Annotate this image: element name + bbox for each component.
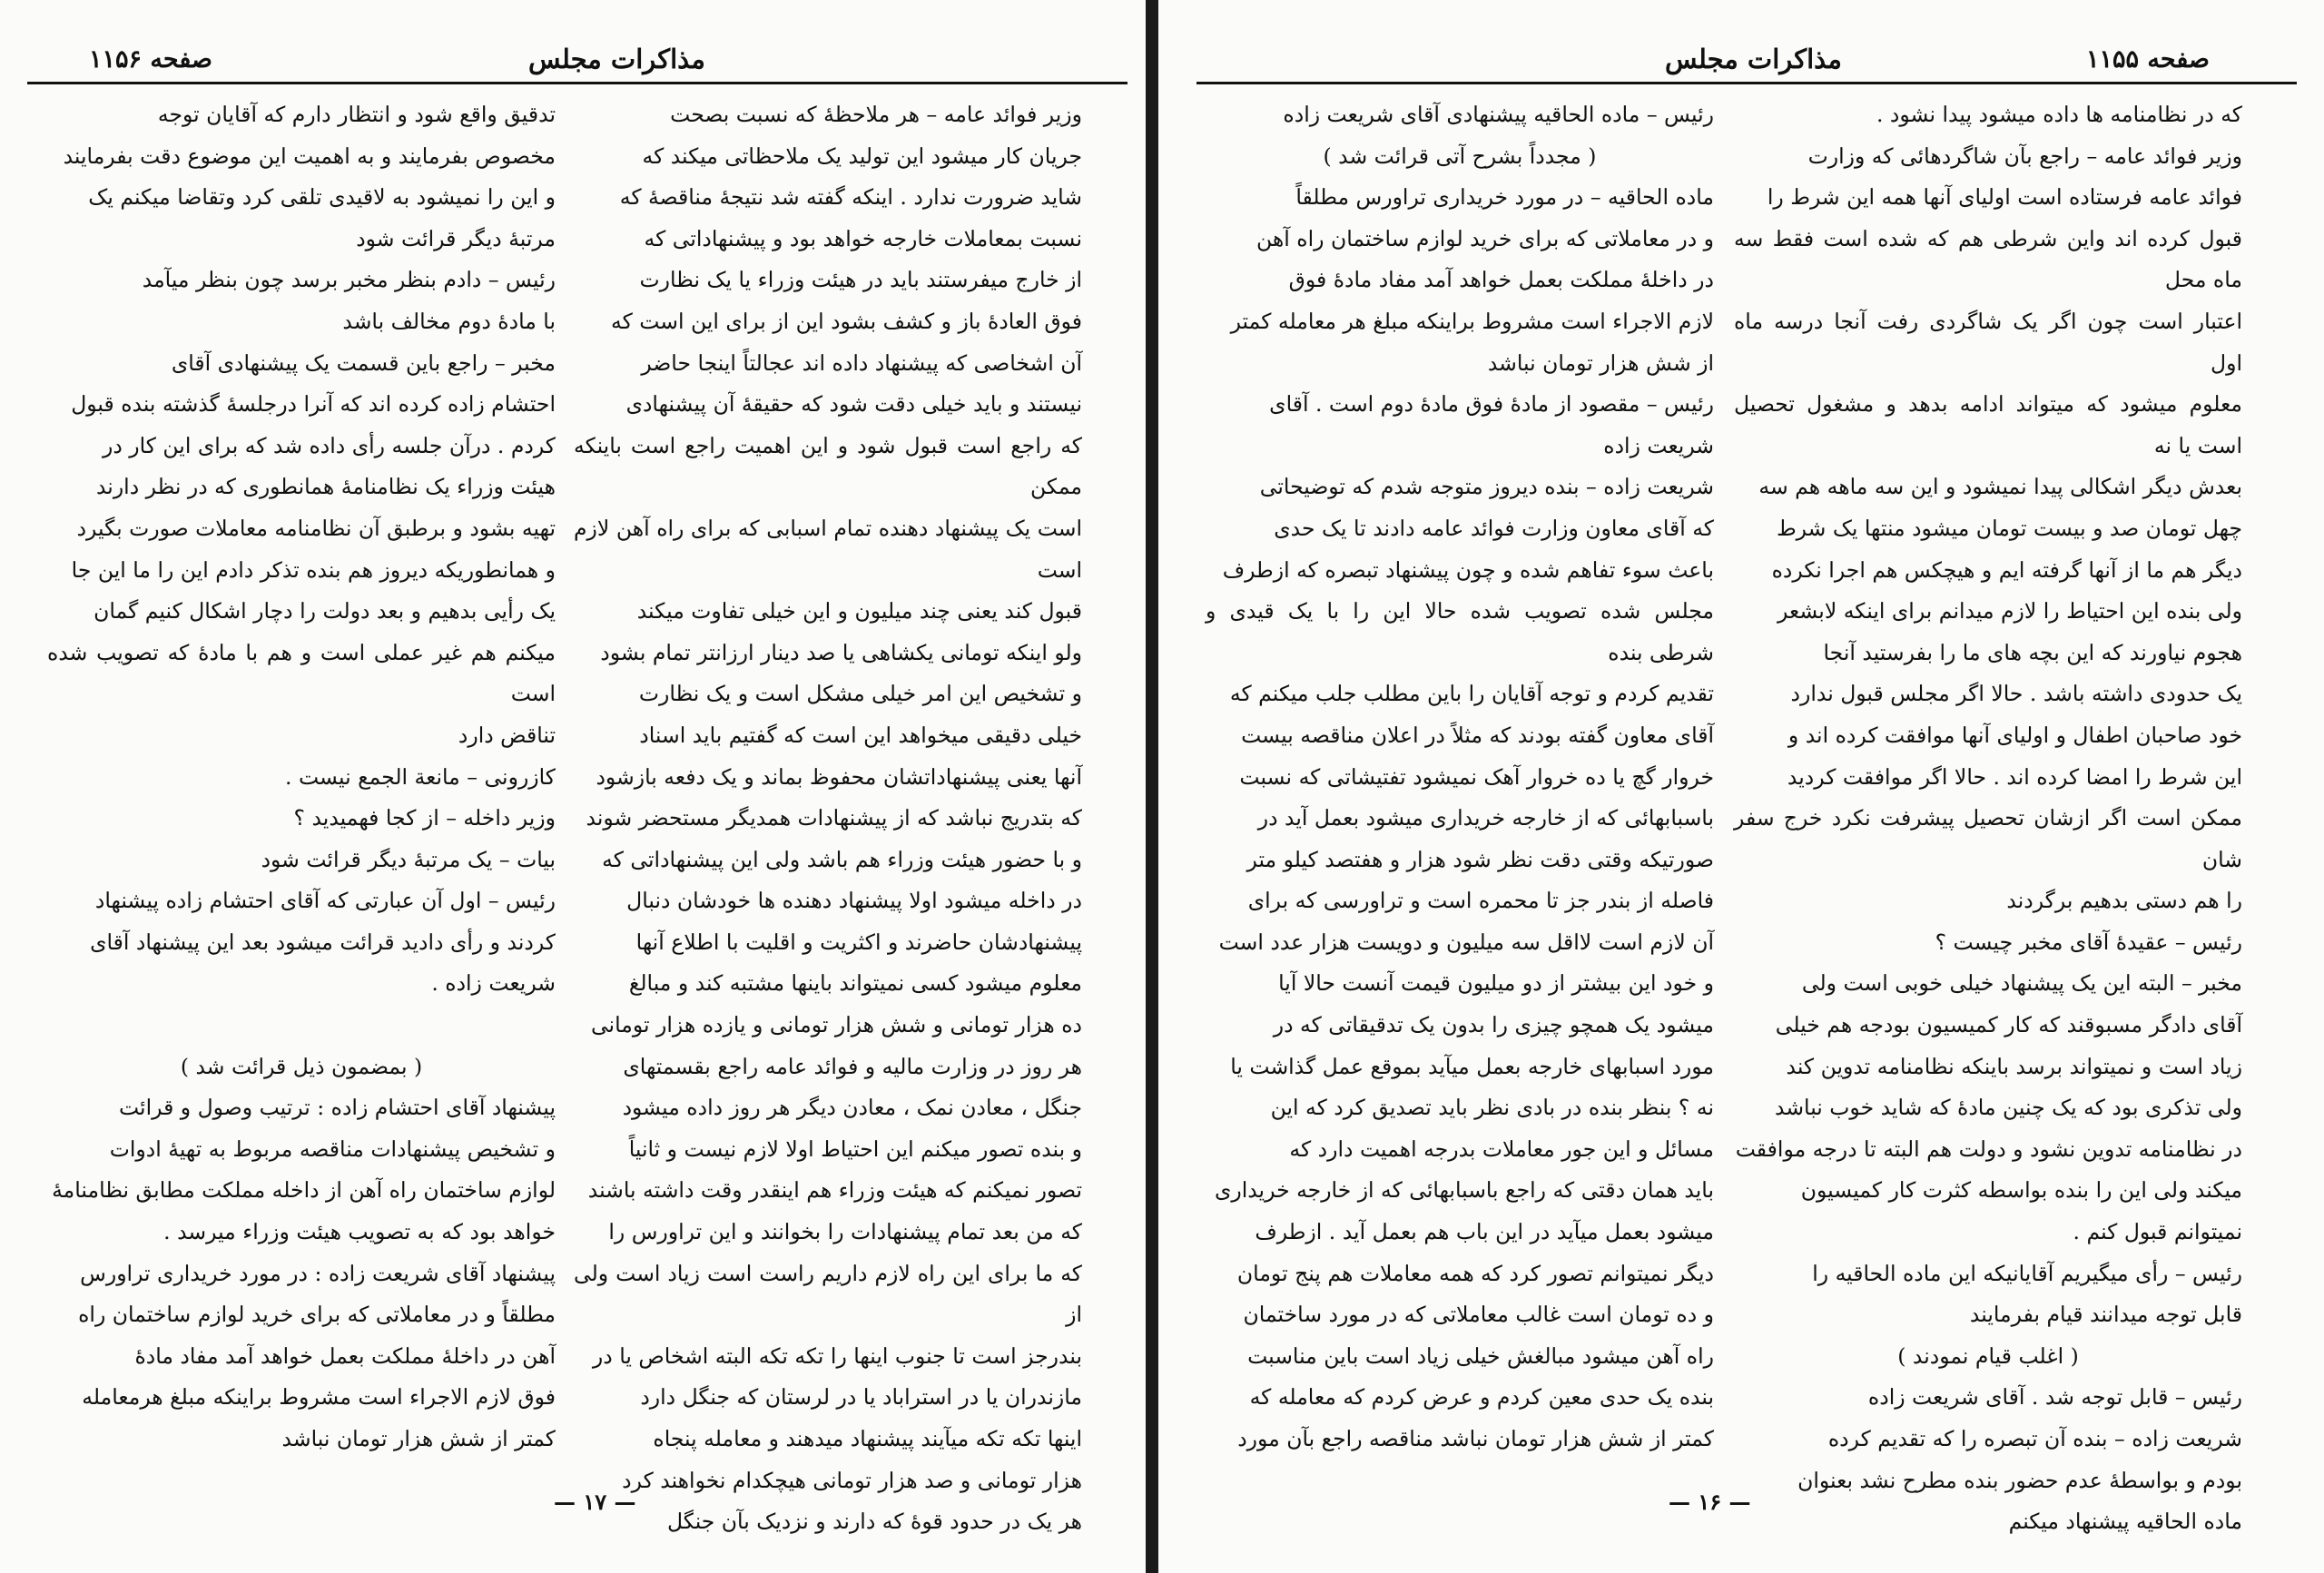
- text-line: و با حضور هیئت وزراء هم باشد ولی این پیشنهاداتی که: [602, 846, 1082, 872]
- left-page-header: [27, 40, 1128, 84]
- text-line: مخبر – راجع باین قسمت یک پیشنهادی آقای: [171, 349, 556, 376]
- text-line: بندرجز است تا جنوب اینها را تکه تکه البته اشخاص یا در: [592, 1342, 1082, 1369]
- text-line: رئیس – دادم بنظر مخبر برسد چون بنظر میآمد: [142, 267, 556, 293]
- text-line: ( مجدداً بشرح آتی قرائت شد ): [1323, 143, 1597, 169]
- text-line: که ما برای این راه لازم داریم راست است زیاد است ولی از: [574, 1260, 1082, 1328]
- text-line: است یک پیشنهاد دهنده تمام اسبابی که برای راه آهن لازم است: [574, 515, 1082, 583]
- text-line: قبول کرده اند واین شرطی هم که شده است فقط سه ماه محل: [1734, 225, 2242, 293]
- text-line: بیات – یک مرتبهٔ دیگر قرائت شود: [261, 846, 556, 872]
- text-line: پیشنهاد آقای شریعت زاده : در مورد خریداری تراورس: [80, 1260, 556, 1286]
- text-line: ولی تذکری بود که یک چنین مادهٔ که شاید خوب نباشد: [1775, 1095, 2242, 1121]
- text-line: بودم و بواسطهٔ عدم حضور بنده مطرح نشد بعنوان: [1797, 1467, 2242, 1493]
- text-line: میشود یک همچو چیزی را بدون یک تدقیقاتی که در: [1273, 1012, 1714, 1038]
- text-line: جنگل ، معادن نمک ، معادن دیگر هر روز داده میشود: [622, 1095, 1082, 1121]
- text-line: ماده الحاقیه پیشنهاد میکنم: [2008, 1509, 2242, 1535]
- text-line: نه ؟ بنظر بنده در بادی نظر باید تصدیق کرد که این: [1270, 1095, 1714, 1121]
- text-line: در نظامنامه تدوین نشود و دولت هم البته تا درجه موافقت: [1735, 1136, 2242, 1162]
- text-line: و همانطوریکه دیروز هم بنده تذکر دادم این را ما این جا: [71, 556, 556, 583]
- text-line: مرتبهٔ دیگر قرائت شود: [356, 225, 556, 251]
- text-line: که آقای معاون وزارت فوائد عامه دادند تا یک حدی: [1274, 515, 1714, 541]
- text-line: فوق لازم الاجراء است مشروط براینکه مبلغ هرمعامله: [82, 1384, 556, 1411]
- text-line: نسبت بمعاملات خارجه خواهد بود و پیشنهاداتی که: [644, 225, 1082, 251]
- text-line: مازندران یا در استراباد یا در لرستان که جنگل دارد: [640, 1384, 1082, 1411]
- text-line: میشود بعمل میآید در این باب هم بعمل آید . ازطرف: [1255, 1219, 1714, 1245]
- text-line: و تشخیص پیشنهادات مناقصه مربوط به تهیهٔ ادوات: [109, 1136, 556, 1162]
- text-line: مورد اسبابهای خارجه بعمل میآید بموقع عمل گذاشت یا: [1230, 1053, 1714, 1079]
- text-line: مسائل و این جور معاملات بدرجه اهمیت دارد که: [1289, 1136, 1714, 1162]
- text-line: و ده تومان است غالب معاملاتی که در مورد ساختمان: [1243, 1302, 1714, 1328]
- text-line: تقدیم کردم و توجه آقایان را باین مطلب جلب میکنم که: [1229, 681, 1714, 707]
- text-line: دیگر نمیتوانم تصور کرد که همه معاملات هم پنج تومان: [1236, 1260, 1714, 1286]
- text-line: راه آهن میشود مبالغش خیلی زیاد است باین مناسبت: [1247, 1342, 1714, 1369]
- text-line: وزیر فوائد عامه – هر ملاحظهٔ که نسبت بصحت: [670, 102, 1082, 127]
- text-line: فاصله از بندر جز تا محمره است و تراورسی که برای: [1247, 888, 1714, 914]
- text-line: احتشام زاده کرده اند که آنرا درجلسهٔ گذشته بنده قبول: [71, 391, 556, 418]
- left-page: [27, 0, 1128, 1573]
- text-line: رئیس – عقیدهٔ آقای مخبر چیست ؟: [1935, 929, 2242, 955]
- right-page-right-column: [1734, 94, 2242, 1535]
- text-line: کمتر از شش هزار تومان نباشد: [281, 1426, 556, 1451]
- text-line: هزار تومانی و صد هزار تومانی هیچکدام نخواهند کرد: [622, 1467, 1082, 1493]
- text-line: زیاد است و نمیتواند برسد باینکه نظامنامه تدوین کند: [1786, 1053, 2242, 1079]
- text-line: در داخلهٔ مملکت بعمل خواهد آمد مفاد مادهٔ فوق: [1288, 267, 1714, 293]
- text-line: شریعت زاده – بنده آن تبصره را که تقدیم کرده: [1827, 1426, 2242, 1451]
- text-line: و در معاملاتی که برای خرید لوازم ساختمان راه آهن: [1256, 225, 1714, 251]
- text-line: شریعت زاده: [1603, 432, 1714, 458]
- text-line: یک رأیی بدهیم و بعد دولت را دچار اشکال کنیم گمان: [94, 598, 556, 624]
- text-line: در داخله میشود اولا پیشنهاد دهنده ها خودشان دنبال: [626, 888, 1082, 914]
- text-line: با مادهٔ دوم مخالف باشد: [342, 308, 556, 334]
- text-line: باعث سوء تفاهم شده و چون پیشنهاد تبصره که ازطرف: [1222, 556, 1714, 583]
- text-line: [47, 1005, 556, 1047]
- text-line: قبول کند یعنی چند میلیون و این خیلی تفاوت میکند: [636, 598, 1082, 624]
- text-line: جریان کار میشود این تولید یک ملاحظاتی میکند که: [642, 143, 1082, 169]
- text-line: رئیس – رأی میگیریم آقایانیکه این ماده الحاقیه را: [1812, 1260, 2242, 1286]
- text-line: فوق العادهٔ باز و کشف بشود این از برای این است که: [610, 308, 1082, 334]
- text-line: شریعت زاده .: [431, 970, 556, 997]
- text-line: آنها یعنی پیشنهاداتشان محفوظ بماند و یک دفعه بازشود: [596, 763, 1082, 790]
- text-line: فوائد عامه فرستاده است اولیای آنها همه این شرط را: [1767, 184, 2242, 211]
- left-page-header-title: مذاکرات مجلس: [528, 44, 705, 74]
- text-line: هجوم نیاورند که این بچه های ما را بفرستید آنجا: [1823, 639, 2242, 665]
- left-page-footer: — ۱۷ —: [554, 1489, 636, 1515]
- text-line: تصور نمیکنم که هیئت وزراء هم اینقدر وقت داشته باشند: [587, 1177, 1082, 1204]
- text-line: هر یک در حدود قوهٔ که دارند و نزدیک بآن جنگل: [666, 1509, 1082, 1535]
- right-page-footer: — ۱۶ —: [1669, 1489, 1751, 1515]
- text-line: خیلی دقیقی میخواهد این است که گفتیم باید اسناد: [639, 722, 1082, 748]
- text-line: مخصوص بفرمایند و به اهمیت این موضوع دقت بفرمایند: [63, 143, 556, 169]
- text-line: خروار گچ یا ده خروار آهک نمیشود تفتیشاتی که نسبت: [1239, 763, 1714, 790]
- text-line: نمیتوانم قبول کنم .: [2073, 1219, 2242, 1245]
- text-line: ( اغلب قیام نمودند ): [1897, 1342, 2079, 1369]
- text-line: و تشخیص این امر خیلی مشکل است و یک نظارت: [638, 681, 1082, 707]
- text-line: رئیس – قابل توجه شد . آقای شریعت زاده: [1867, 1384, 2242, 1411]
- text-line: خود صاحبان اطفال و اولیای آنها موافقت کرده اند و: [1787, 722, 2242, 748]
- text-line: شاید ضرورت ندارد . اینکه گفته شد نتیجهٔ مناقصهٔ که: [619, 184, 1082, 211]
- text-line: مجلس شده تصویب شده حالا این را با یک قیدی و شرطی بنده: [1206, 598, 1714, 665]
- text-line: یک حدودی داشته باشد . حالا اگر مجلس قبول ندارد: [1790, 681, 2242, 707]
- text-line: آن لازم است لااقل سه میلیون و دویست هزار عدد است: [1218, 929, 1714, 955]
- text-line: بنده یک حدی معین کردم و عرض کردم که معامله که: [1249, 1384, 1714, 1411]
- text-line: اینها تکه تکه میآیند پیشنهاد میدهند و معامله پنجاه: [653, 1426, 1082, 1451]
- text-line: صورتیکه وقتی دقت نظر شود هزار و هفتصد کیلو متر: [1246, 846, 1714, 872]
- text-line: رئیس – اول آن عبارتی که آقای احتشام زاده پیشنهاد: [94, 888, 556, 914]
- text-line: باید همان دقتی که راجع باسبابهائی که از خارجه خریداری: [1214, 1177, 1714, 1204]
- right-page: [1196, 0, 2297, 1573]
- text-line: کازرونی – مانعة الجمع نیست .: [285, 763, 556, 790]
- right-page-left-column: [1206, 94, 1714, 1456]
- text-line: پیشنهادشان حاضرند و اکثریت و اقلیت با اطلاع آنها: [635, 929, 1082, 955]
- text-line: چهل تومان صد و بیست تومان میشود منتها یک شرط: [1776, 515, 2242, 541]
- text-line: تناقض دارد: [458, 722, 556, 748]
- text-line: این شرط را امضا کرده اند . حالا اگر موافقت کردید: [1787, 763, 2242, 790]
- left-page-number: صفحه ۱۱۵۶: [89, 45, 212, 74]
- text-line: از خارج میفرستند باید در هیئت وزراء یا یک نظارت: [639, 267, 1082, 293]
- text-line: کردند و رأی دادید قرائت میشود بعد این پیشنهاد آقای: [90, 929, 556, 955]
- text-line: و خود این بیشتر از دو میلیون قیمت آنست حالا آیا: [1278, 970, 1714, 997]
- text-line: ( بمضمون ذیل قرائت شد ): [180, 1053, 423, 1079]
- text-line: که من بعد تمام پیشنهادات را بخوانند و این تراورس را: [608, 1219, 1082, 1245]
- text-line: بعدش دیگر اشکالی پیدا نمیشود و این سه ماهه هم سه: [1758, 474, 2242, 500]
- text-line: که راجع است قبول شود و این اهمیت راجع است باینکه ممکن: [574, 432, 1082, 500]
- text-line: هر روز در وزارت مالیه و فوائد عامه راجع بقسمتهای: [623, 1053, 1082, 1079]
- right-page-header: [1196, 40, 2297, 84]
- text-line: نیستند و باید خیلی دقت شود که حقیقهٔ آن پیشنهادی: [625, 391, 1082, 418]
- text-line: آقای دادگر مسبوقند که کار کمیسیون بودجه هم خیلی: [1775, 1012, 2242, 1038]
- text-line: تدقیق واقع شود و انتظار دارم که آقایان توجه: [157, 102, 556, 127]
- text-line: لوازم ساختمان راه آهن از داخله مملکت مطابق نظامنامهٔ: [52, 1177, 556, 1204]
- text-line: معلوم میشود که میتواند ادامه بدهد و مشغول تحصیل است یا نه: [1734, 391, 2242, 458]
- text-line: باسبابهائی که از خارجه خریداری میشود بعمل آید در: [1257, 805, 1714, 831]
- text-line: و این را نمیشود به لاقیدی تلقی کرد وتقاضا میکنم یک: [88, 184, 556, 211]
- book-spine: [1146, 0, 1158, 1573]
- text-line: اعتبار است چون اگر یک شاگردی رفت آنجا درسه ماه اول: [1734, 308, 2242, 376]
- text-line: از شش هزار تومان نباشد: [1487, 349, 1714, 376]
- text-line: ولو اینکه تومانی یکشاهی یا صد دینار ارزانتر تمام بشود: [600, 639, 1082, 665]
- left-page-left-column: [47, 94, 556, 1456]
- text-line: که بتدریج نباشد که از پیشنهادات همدیگر مستحضر شوند: [586, 805, 1082, 831]
- text-line: میکند ولی این را بنده بواسطه کثرت کار کمیسیون: [1800, 1177, 2242, 1204]
- text-line: شریعت زاده – بنده دیروز متوجه شدم که توضیحاتی: [1259, 474, 1714, 500]
- text-line: رئیس – مقصود از مادهٔ فوق مادهٔ دوم است . آقای: [1269, 391, 1714, 418]
- text-line: ده هزار تومانی و شش هزار تومانی و یازده هزار تومانی: [590, 1012, 1082, 1038]
- text-line: مخبر – البته این یک پیشنهاد خیلی خوبی است ولی: [1801, 970, 2242, 997]
- text-line: ممکن است اگر ازشان تحصیل پیشرفت نکرد خرج سفر شان: [1734, 805, 2242, 872]
- text-line: دیگر هم ما از آنها گرفته ایم و هیچکس هم اجرا نکرده: [1771, 556, 2242, 583]
- text-line: قابل توجه میدانند قیام بفرمایند: [1969, 1302, 2242, 1328]
- text-line: را هم دستی بدهیم برگردند: [2006, 888, 2242, 914]
- text-line: مطلقاً و در معاملاتی که برای خرید لوازم ساختمان راه: [78, 1302, 556, 1328]
- text-line: معلوم میشود کسی نمیتواند باینها مشتبه کند و مبالغ: [628, 970, 1082, 997]
- text-line: کمتر از شش هزار تومان نباشد مناقصه راجع بآن مورد: [1237, 1426, 1714, 1451]
- text-line: که در نظامنامه ها داده میشود پیدا نشود .: [1876, 102, 2242, 127]
- text-line: و بنده تصور میکنم این احتیاط اولا لازم نیست و ثانیاً: [628, 1136, 1082, 1162]
- text-line: وزیر داخله – از کجا فهمیدید ؟: [293, 805, 556, 831]
- text-line: ماده الحاقیه – در مورد خریداری تراورس مطلقاً: [1295, 184, 1714, 211]
- text-line: آقای معاون گفته بودند که مثلاً در اعلان مناقصه بیست: [1241, 722, 1714, 748]
- right-page-header-title: مذاکرات مجلس: [1665, 44, 1842, 74]
- text-line: پیشنهاد آقای احتشام زاده : ترتیب وصول و قرائت: [118, 1095, 556, 1121]
- text-line: آهن در داخلهٔ مملکت بعمل خواهد آمد مفاد مادهٔ: [134, 1342, 556, 1369]
- text-line: رئیس – ماده الحاقیه پیشنهادی آقای شریعت زاده: [1283, 102, 1714, 127]
- text-line: تهیه بشود و برطبق آن نظامنامه معاملات صورت بگیرد: [76, 515, 556, 541]
- text-line: کردم . درآن جلسه رأی داده شد که برای این کار در: [102, 432, 556, 458]
- text-line: لازم الاجراء است مشروط براینکه مبلغ هر معامله کمتر: [1230, 308, 1714, 334]
- text-line: وزیر فوائد عامه – راجع بآن شاگردهائی که وزارت: [1807, 143, 2242, 169]
- text-line: ولی بنده این احتیاط را لازم میدانم برای اینکه لابشعر: [1777, 598, 2242, 624]
- text-line: خواهد بود که به تصویب هیئت وزراء میرسد .: [163, 1219, 556, 1245]
- text-line: میکنم هم غیر عملی است و هم با مادهٔ که تصویب شده است: [47, 639, 556, 707]
- text-line: هیئت وزراء یک نظامنامهٔ همانطوری که در نظر دارند: [95, 474, 556, 500]
- text-line: آن اشخاصی که پیشنهاد داده اند عجالتاً اینجا حاضر: [641, 349, 1082, 376]
- right-page-number: صفحه ۱۱۵۵: [2086, 45, 2210, 74]
